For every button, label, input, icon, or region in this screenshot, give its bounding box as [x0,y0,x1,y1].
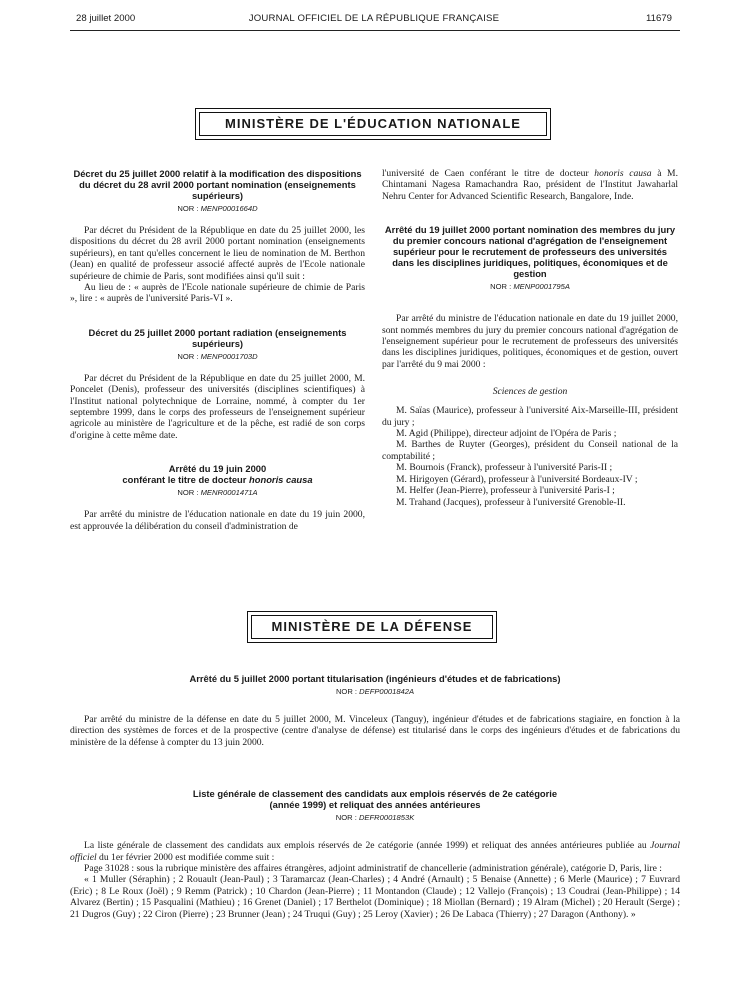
nor-line [382,281,678,293]
nor-label: NOR : [177,488,199,498]
list-item: M. Bournois (Franck), professeur à l'université Paris-II ; [396,462,613,474]
nor-code: MENP0001703D [200,351,258,361]
section-heading: Sciences de gestion [492,386,568,398]
title-italic: honoris causa [249,474,313,486]
ministry-heading-education: MINISTÈRE DE L'ÉDUCATION NATIONALE [199,112,547,136]
nor-code: MENP0001795A [513,282,570,292]
arrete-title-jury: Arrêté du 19 juillet 2000 portant nomination des membres du jury du premier concours national d'agrégation de l'enseignement supérieur pour le recrutement de professeurs des universités dans les disciplines juridiques, politiques, économiques et de gestion [384,224,676,280]
decree-title-radiation: Décret du 25 juillet 2000 portant radiation (enseignements supérieurs) [88,326,347,349]
ministry-heading-defense: MINISTÈRE DE LA DÉFENSE [251,615,493,639]
decree-title-modification: Décret du 25 juillet 2000 relatif à la modification des dispositions du décret du 28 avril 2000 portant nomination (enseignements supérieurs) [73,168,362,201]
nor-line [70,203,365,215]
list-item: M. Trahand (Jacques), professeur à l'université Grenoble-II. [396,496,626,508]
nor-code: DEFP0001842A [359,687,415,696]
page-number: 11679 [646,13,672,24]
running-header [0,13,748,27]
text-run: l'université de Caen conférant le titre de docteur [382,168,589,179]
nor-line [70,487,365,499]
paragraph: Par décret du Président de la République en date du 25 juillet 2000, M. Poncelet (Denis), professeur des universités (disciplines scientifiques) à l'Institut national polytechnique de Lorraine, nommé, à compter du 1er septembre 1999, dans le corps des professeurs de l'enseignement supérieur agricole au ministère de l'agriculture et de la pêche, est radié de son corps d'origine à cette même date. [70,372,365,441]
text-run: du 1er février 2000 est modifiée comme suit : [99,851,275,863]
header-rule [70,30,680,31]
nor-line [70,812,680,824]
paragraph: Au lieu de : « auprès de l'Ecole nationale supérieure de chimie de Paris », lire : « auprès de l'université Paris-VI ». [70,282,365,305]
nor-label: NOR : [177,204,199,213]
journal-title: JOURNAL OFFICIEL DE LA RÉPUBLIQUE FRANÇAISE [248,13,500,24]
nor-line [70,351,365,363]
nor-code: DEFR0001853K [358,813,415,823]
paragraph: Par décret du Président de la République en date du 25 juillet 2000, les dispositions du décret du 28 avril 2000 portant nomination (enseignements supérieurs), en tant qu'elles concernent le lieu de nomination de M. Berthon (Jean) en qualité de professeur associé affecté auprès de l'Ecole nationale supérieure de chimie de Paris, sont modifiées ainsi qu'il suit : [70,225,365,282]
defense-section [70,673,680,920]
paragraph [70,840,680,863]
nor-label: NOR : [490,282,512,292]
list-item: M. Saïas (Maurice), professeur à l'université Aix-Marseille-III, président du jury ; [382,405,678,428]
nor-code: MENR0001471A [200,488,258,498]
paragraph: Par arrêté du ministre de la défense en date du 5 juillet 2000, M. Vinceleux (Tanguy), ingénieur d'études et de fabrications stagiaire, en fonction à la direction des systèmes de forces et de la prospective (centre d'analyse de défense) est titularisé dans le corps des ingénieurs d'études et de fabrications du ministère de la défense à compter du 13 juin 2000. [70,714,680,748]
nor-line [70,686,680,698]
liste-title [70,788,680,810]
arrete-title-honoris [70,463,365,485]
title-line: Arrêté du 19 juin 2000 [168,463,267,475]
paragraph: Page 31028 : sous la rubrique ministère des affaires étrangères, adjoint administratif de chancellerie (administration générale), catégorie D, Paris, lire : [84,863,662,875]
list-item: M. Helfer (Jean-Pierre), professeur à l'université Paris-I ; [396,485,615,497]
title-line: Liste générale de classement des candidats aux emplois réservés de 2e catégorie [192,788,558,800]
arrete-title-titularisation: Arrêté du 5 juillet 2000 portant titularisation (ingénieurs d'études et de fabrications) [189,673,561,684]
text-italic: Journal officiel [70,840,680,863]
paragraph-continued [382,168,678,202]
list-item: M. Agid (Philippe), directeur adjoint de l'Opéra de Paris ; [396,428,617,440]
nor-label: NOR : [177,351,199,361]
jury-members-list [382,405,678,508]
title-line: (année 1999) et reliquat des années antérieures [269,799,481,811]
text-run: La liste générale de classement des candidats aux emplois réservés de 2e catégorie (année 1999) et reliquat des années antérieures publiée au [84,840,647,852]
text-italic: honoris causa [594,168,652,179]
paragraph: Par arrêté du ministre de l'éducation nationale en date du 19 juillet 2000, sont nommés membres du jury du premier concours national d'agrégation de l'enseignement supérieur pour le recrutement de professeurs des universités dans les disciplines juridiques, politiques, économiques et de gestion, ouvert par l'arrêté du 9 mai 2000 : [382,313,678,370]
paragraph: Par arrêté du ministre de l'éducation nationale en date du 19 juin 2000, est approuvée la délibération du conseil d'administration de [70,509,365,532]
text-run: à M. Chintamani Nagesa Ramachandra Rao, président de l'Institut Jawaharlal Nehru Center for Advanced Scientific Research, Bangalore, Inde. [382,168,678,202]
header-date: 28 juillet 2000 [76,13,136,24]
list-item: M. Barthes de Ruyter (Georges), président du Conseil national de la comptabilité ; [382,439,678,462]
nor-label: NOR : [335,687,358,696]
list-item: M. Hirigoyen (Gérard), professeur à l'université Bordeaux-IV ; [396,473,638,485]
left-column [70,168,365,532]
title-line: conférant le titre de docteur [122,474,247,486]
nor-label: NOR : [335,813,357,823]
nor-code: MENP0001664D [200,204,258,213]
right-column [382,168,678,508]
paragraph: « 1 Muller (Séraphin) ; 2 Rouault (Jean-Paul) ; 3 Taramarcaz (Jean-Charles) ; 4 André (Arnault) ; 5 Benaise (Annette) ; 6 Merle (Maurice) ; 7 Euvrard (Eric) ; 8 Le Roux (Joël) ; 9 Remm (Patrick) ; 10 Chardon (Jean-Pierre) ; 11 Montandon (Claude) ; 12 Vallejo (François) ; 13 Coudrai (Jean-Philippe) ; 14 Alvarez (Bertin) ; 15 Pasqualini (Mathieu) ; 16 Grenet (Daniel) ; 17 Berthelot (Dominique) ; 18 Miollan (Bernard) ; 19 Alram (Michel) ; 20 Herault (Serge) ; 21 Dugros (Guy) ; 22 Ciron (Pierre) ; 23 Brunner (Jean) ; 24 Truqui (Guy) ; 25 Leroy (Xavier) ; 26 De Labaca (Thierry) ; 27 Daragon (Anthony). » [70,874,680,920]
